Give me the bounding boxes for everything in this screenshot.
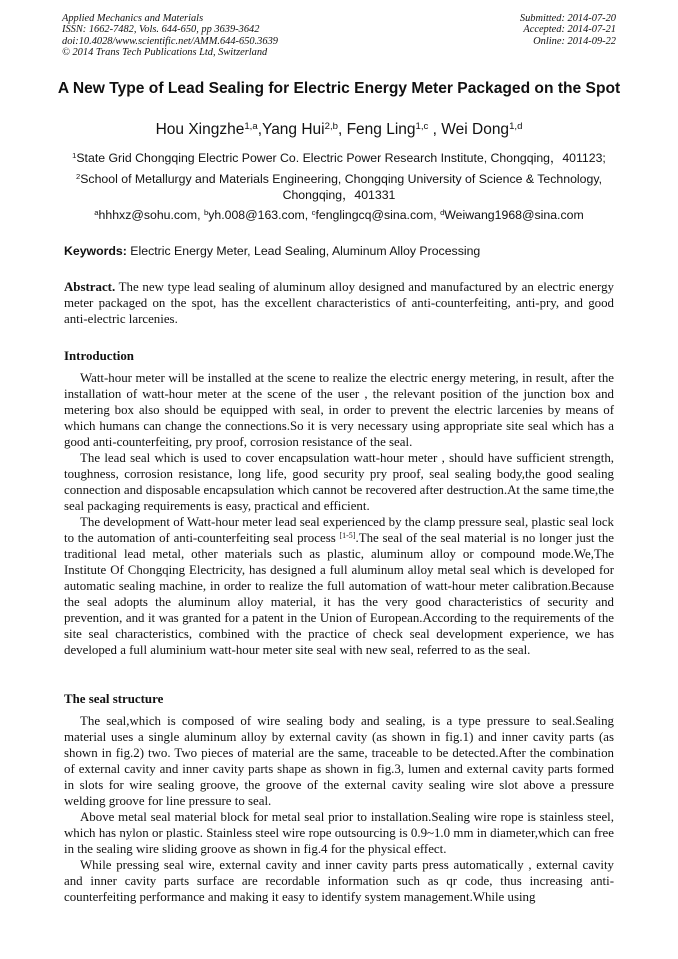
email-sup: c (311, 207, 316, 217)
keywords-label: Keywords: (64, 244, 127, 258)
copyright-line: © 2014 Trans Tech Publications Ltd, Switzerland (62, 46, 268, 58)
paragraph: Watt-hour meter will be installed at the scene to realize the electric energy metering, in result, after the installation of watt-hour meter at the scene of the user , the relevant position of the junction box and metering box also should be equipped with seal, in order to prevent the electric larcenies by means of which humans can change the connections.So it is very necessary using appropriate site seal which has a good anti-counterfeiting, pry proof, corrosion resistance of the seal. (64, 371, 614, 449)
paragraph: Above metal seal material block for metal seal prior to installation.Sealing wire rope is stainless steel, which has nylon or plastic. Stainless steel wire rope outsourcing is 0.9~1.0 mm in diameter,which can free in the sealing wire sliding groove as shown in fig.4 for the physical effect. (64, 810, 614, 856)
keywords-text: Electric Energy Meter, Lead Sealing, Aluminum Alloy Processing (130, 244, 481, 258)
affiliation-sup: 2 (75, 171, 81, 181)
affiliation-1 (52, 150, 626, 166)
paragraph-text: .The seal of the seal material is no longer just the traditional lead metal, other materials such as plastic, aluminum alloy or compound mode.We,The Institute Of Chongqing Electricity, has designed a full aluminum alloy metal seal which is developed for automatic sealing machine, in order to realize the full automation of watt-hour meter calibration.Because the seal adopts the aluminum alloy material, it has the very good characteristics of security and prevention, and it was granted for a patent in the Union of European.According to the requirements of the site seal characteristics, combined with the practice of check seal development experience, we has developed a full aluminium watt-hour meter site seal with new seal, referred to as the seal. (64, 531, 614, 657)
affiliation-text: State Grid Chongqing Electric Power Co. Electric Power Research Institute, Chongqing，401123; (76, 151, 606, 165)
abstract-label: Abstract. (64, 280, 116, 294)
email-sup: b (203, 207, 209, 217)
email-address: yh.008@163.com (208, 208, 305, 222)
email-sup: a (94, 207, 99, 217)
paper-title: A New Type of Lead Sealing for Electric Energy Meter Packaged on the Spot (57, 80, 621, 97)
author-list: Hou Xingzhe$^{1,a}$,Yang Hui$^{2,b}$, Feng Ling$^{1,c}$ , Wei Dong$^{1,d}$ (155, 120, 523, 138)
abstract-text: The new type lead sealing of aluminum alloy designed and manufactured by an electric energy meter packaged on the spot, has the excellent characteristics of anti-counterfeiting, anti-pry, and good anti-electric larcenies. (64, 280, 614, 326)
email-list: $^a$hhhxz@sohu.com, $^b$yh.008@163.com, $^c$fenglingcq@sina.com, $^d$Weiwang1968@sina.com (94, 207, 584, 222)
author-sup: 1,d (509, 120, 523, 132)
doi-line: doi:10.4028/www.scientific.net/AMM.644-650.3639 (62, 35, 278, 47)
author-sup: 1,c (415, 120, 429, 132)
affiliation-text: School of Metallurgy and Materials Engineering, Chongqing University of Science & Technology, Chongqing，401331 (80, 172, 602, 202)
introduction-section (64, 348, 614, 658)
email-address: hhhxz@sohu.com (98, 208, 198, 222)
author-sup: 1,a (244, 120, 258, 132)
email-address: Weiwang1968@sina.com (444, 208, 584, 222)
author-name: Yang Hui (262, 121, 325, 138)
paragraph-text: The development of Watt-hour meter lead seal experienced by the clamp pressure seal, plastic seal lock to the automation of anti-counterfeiting seal process (64, 515, 614, 545)
citation-ref: [1-5] (339, 530, 356, 540)
seal-structure-section (64, 691, 614, 905)
author-name: Feng Ling (346, 121, 416, 138)
author-sup: 2,b (324, 120, 338, 132)
email-sup: d (440, 207, 445, 217)
paragraph: The lead seal which is used to cover encapsulation watt-hour meter , should have sufficient strength, toughness, corrosion resistance, long life, good security pry proof, seal sealing body,the good sealing connection and disposable encapsulation which cannot be recovered after destruction.At the same time,the seal packaging requirements is easy, practical and efficient. (64, 451, 614, 513)
paragraph (64, 514, 614, 658)
email-address: fenglingcq@sina.com (315, 208, 434, 222)
paragraph: The seal,which is composed of wire sealing body and sealing, is a type pressure to seal.Sealing material uses a single aluminum alloy by external cavity (as shown in fig.1) and inner cavity parts (as shown in fig.2) two. Two pieces of material are the same, traceable to be detected.After the combination of external cavity and inner cavity parts shape as shown in fig.3, lumen and external cavity parts formed in slots for wire sealing groove, the groove of the external cavity sealing wire slot above a pressure welding groove for line pressure to seal. (64, 714, 614, 808)
section-heading: The seal structure (64, 692, 164, 706)
affiliation-sup: 1 (72, 150, 77, 160)
section-heading: Introduction (64, 349, 134, 363)
issn-line: ISSN: 1662-7482, Vols. 644-650, pp 3639-3642 (62, 24, 260, 36)
keywords (64, 244, 620, 258)
journal-name: Applied Mechanics and Materials (62, 13, 204, 24)
online-date: Online: 2014-09-22 (533, 35, 616, 47)
submission-dates (520, 13, 616, 47)
journal-info (62, 13, 278, 58)
paragraph: While pressing seal wire, external cavity and inner cavity parts press automatically , external cavity and inner cavity parts surface are recordable information such as qr code, thus increasing anti-counterfeiting performance and making it easy to identify system management.While using (64, 858, 614, 904)
abstract (64, 279, 614, 327)
submitted-date: Submitted: 2014-07-20 (519, 13, 616, 24)
author-name: Hou Xingzhe (155, 121, 245, 138)
affiliation-2 (52, 171, 626, 203)
author-name: Wei Dong (441, 121, 510, 138)
accepted-date: Accepted: 2014-07-21 (523, 24, 616, 36)
